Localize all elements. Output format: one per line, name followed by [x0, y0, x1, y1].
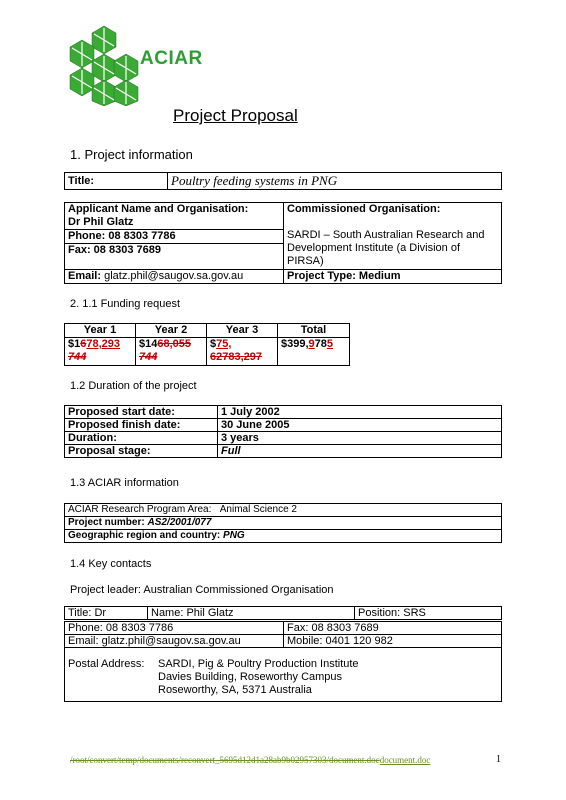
document-title: Project Proposal — [173, 106, 298, 125]
duration-value: 30 June 2005 — [218, 419, 502, 432]
duration-label: Duration: — [65, 432, 218, 445]
funding-y2 — [136, 338, 207, 366]
y1-text: $1 — [68, 338, 81, 350]
y1-inserted: 78,293 — [86, 338, 121, 350]
project-type: Project Type: Medium — [284, 270, 502, 284]
duration-table — [64, 405, 502, 458]
postal-line-1: SARDI, Pig & Poultry Production Institute — [158, 658, 359, 670]
applicant-phone: Phone: 08 8303 7786 — [65, 230, 284, 244]
y2-deleted: 68,055 — [157, 338, 192, 350]
funding-header-total: Total — [278, 324, 350, 338]
contact-phone: Phone: 08 8303 7786 — [65, 622, 284, 635]
page-number: 1 — [496, 754, 501, 765]
contacts-table — [64, 606, 502, 620]
total-inserted-2: 5 — [326, 338, 334, 350]
title-label: Title: — [65, 173, 168, 190]
commissioned-org: SARDI – South Australian Research and Development Institute (a Division of PIRSA) — [287, 229, 485, 267]
applicant-name: Dr Phil Glatz — [68, 216, 134, 228]
funding-header-y2: Year 2 — [136, 324, 207, 338]
aciar-area — [65, 504, 502, 517]
applicant-cell — [65, 203, 284, 230]
postal-cell — [65, 648, 502, 702]
section-1-heading: 1. Project information — [70, 147, 193, 162]
funding-header-y3: Year 3 — [207, 324, 278, 338]
applicant-table — [64, 202, 502, 284]
logo-text: ACIAR — [140, 48, 203, 69]
duration-value: Full — [218, 445, 502, 458]
duration-value: 1 July 2002 — [218, 406, 502, 419]
contact-title: Title: Dr — [65, 607, 148, 620]
contact-position: Position: SRS — [355, 607, 502, 620]
funding-y1 — [65, 338, 136, 366]
number-value: AS2/2001/077 — [147, 517, 212, 528]
title-table — [64, 172, 502, 190]
funding-header-y1: Year 1 — [65, 324, 136, 338]
aciar-heading: 1.3 ACIAR information — [70, 477, 179, 489]
total-inserted: 9 — [308, 338, 315, 350]
contacts-table-2 — [64, 621, 502, 702]
postal-line-2: Davies Building, Roseworthy Campus — [158, 671, 343, 683]
y1-deleted-2: 744 — [68, 351, 87, 363]
applicant-label: Applicant Name and Organisation: — [68, 203, 249, 215]
funding-table — [64, 323, 350, 366]
footer-path-suffix: document.doc — [379, 755, 431, 765]
area-value: Animal Science 2 — [219, 504, 297, 515]
area-label: ACIAR Research Program Area: — [68, 504, 212, 515]
region-label: Geographic region and country: — [68, 530, 221, 541]
footer-path — [70, 755, 430, 765]
region-value: PNG — [223, 530, 245, 541]
total-text: $399, — [281, 338, 309, 350]
y3-deleted: 62783,297 — [210, 351, 262, 363]
commissioned-label: Commissioned Organisation: — [287, 203, 441, 215]
duration-value: 3 years — [218, 432, 502, 445]
duration-label: Proposed start date: — [65, 406, 218, 419]
funding-y3 — [207, 338, 278, 366]
y3-text: $ — [210, 338, 217, 350]
y2-deleted-2: 744 — [139, 351, 158, 363]
duration-heading: 1.2 Duration of the project — [70, 380, 197, 392]
applicant-fax: Fax: 08 8303 7689 — [65, 244, 284, 270]
contacts-heading: 1.4 Key contacts — [70, 558, 152, 570]
duration-label: Proposed finish date: — [65, 419, 218, 432]
aciar-region — [65, 530, 502, 543]
y3-inserted: 75, — [216, 338, 232, 350]
aciar-number — [65, 517, 502, 530]
y1-deleted: 6 — [80, 338, 87, 350]
project-leader: Project leader: Australian Commissioned Organisation — [70, 584, 334, 596]
aciar-table — [64, 503, 502, 543]
contact-name: Name: Phil Glatz — [148, 607, 355, 620]
footer-path-text: /root/convert/temp/documents/reconvert_5695d12d1a28ab9b02957303/document.doc — [70, 755, 380, 765]
email-label: Email: — [68, 270, 102, 282]
postal-label: Postal Address: — [68, 658, 145, 670]
duration-label: Proposal stage: — [65, 445, 218, 458]
funding-heading: 2. 1.1 Funding request — [70, 298, 181, 310]
total-text-2: 78 — [314, 338, 327, 350]
funding-total — [278, 338, 350, 366]
y2-text: $14 — [139, 338, 158, 350]
applicant-email-cell — [65, 270, 284, 284]
contact-email: Email: glatz.phil@saugov.sa.gov.au — [65, 635, 284, 648]
postal-line-3: Roseworthy, SA, 5371 Australia — [158, 684, 312, 696]
title-value: Poultry feeding systems in PNG — [168, 173, 502, 190]
contact-fax: Fax: 08 8303 7689 — [284, 622, 502, 635]
email-value: glatz.phil@saugov.sa.gov.au — [104, 270, 244, 282]
commissioned-cell — [284, 203, 502, 270]
number-label: Project number: — [68, 517, 145, 528]
contact-mobile: Mobile: 0401 120 982 — [284, 635, 502, 648]
